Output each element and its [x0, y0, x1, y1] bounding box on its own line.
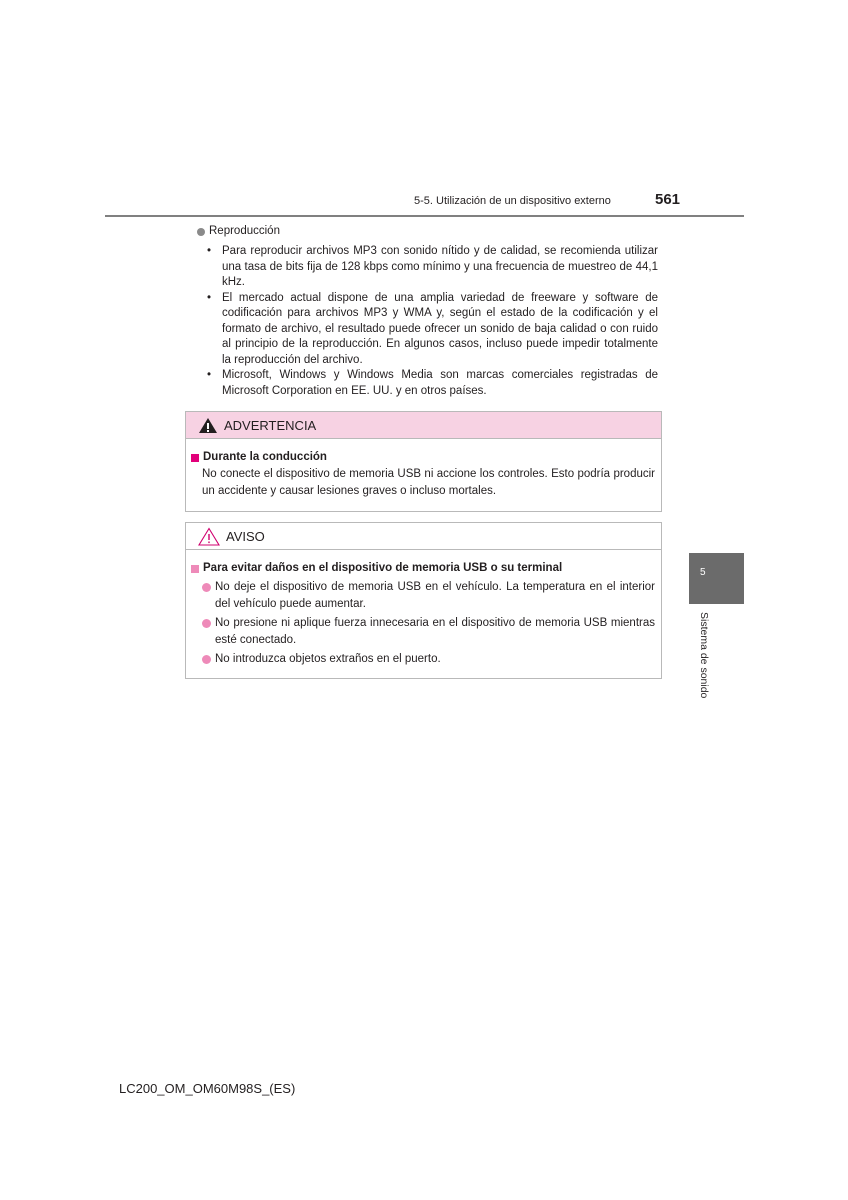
list-item-text: No introduzca objetos extraños en el puerto.	[215, 653, 441, 665]
header-divider	[105, 215, 744, 217]
warning-subheading-text: Durante la conducción	[203, 451, 327, 463]
chapter-tab-label: Sistema de sonido	[698, 612, 710, 699]
bullet-dot-icon: •	[207, 245, 212, 257]
list-item-text: Para reproducir archivos MP3 con sonido nítido y de calidad, se recomienda utilizar una tasa de bits fija de 128 kbps como mínimo y una frecuencia de muestreo de 44,1 kHz.	[222, 245, 658, 288]
bullet-circle-icon	[202, 655, 211, 664]
warning-triangle-icon	[198, 417, 218, 434]
bullet-circle-icon	[197, 228, 205, 236]
bullet-dot-icon: •	[207, 369, 212, 381]
warning-box	[185, 411, 662, 512]
chapter-tab-number: 5	[700, 567, 706, 578]
list-item	[191, 579, 655, 613]
list-item-text: No deje el dispositivo de memoria USB en el vehículo. La temperatura en el interior del vehículo puede aumentar.	[215, 581, 655, 610]
bullet-dot-icon: •	[207, 291, 212, 304]
notice-subheading-text: Para evitar daños en el dispositivo de memoria USB o su terminal	[203, 562, 563, 574]
playback-bullet-list	[207, 244, 658, 399]
document-code: LC200_OM_OM60M98S_(ES)	[119, 1081, 296, 1096]
notice-label: AVISO	[226, 528, 265, 544]
list-item	[191, 651, 655, 668]
warning-subheading	[191, 449, 655, 466]
list-item-text: Microsoft, Windows y Windows Media son marcas comerciales registradas de Microsoft Corporation en EE. UU. y en otros países.	[222, 369, 658, 397]
chapter-tab	[689, 553, 744, 604]
square-bullet-icon	[191, 454, 199, 462]
warning-box-body	[186, 439, 661, 500]
notice-box	[185, 522, 662, 679]
page-number: 561	[655, 191, 681, 208]
bullet-circle-icon	[202, 619, 211, 628]
bullet-circle-icon	[202, 583, 211, 592]
caution-triangle-icon	[198, 527, 220, 546]
warning-label: ADVERTENCIA	[224, 417, 317, 433]
list-item	[207, 368, 658, 399]
header-section-title: 5-5. Utilización de un dispositivo externo	[414, 195, 611, 207]
notice-box-header	[186, 523, 661, 550]
notice-box-body	[186, 550, 661, 668]
list-item-text: El mercado actual dispone de una amplia variedad de freeware y software de codificación para archivos MP3 y WMA y, según el estado de la codificación y el formato de archivo, el resultado puede ofrecer un sonido de baja calidad o con ruido al principio de la reproducción. En algunos casos, incluso puede impedir totalmente la reproducción del archivo.	[222, 291, 658, 366]
list-item	[207, 291, 658, 369]
list-item	[191, 615, 655, 649]
warning-box-header	[186, 412, 661, 439]
square-bullet-icon	[191, 565, 199, 573]
notice-subheading	[191, 560, 655, 577]
list-item-text: No presione ni aplique fuerza innecesaria en el dispositivo de memoria USB mientras esté conectado.	[215, 617, 655, 646]
list-item	[207, 244, 658, 291]
playback-heading-text: Reproducción	[209, 225, 280, 237]
warning-text: No conecte el dispositivo de memoria USB ni accione los controles. Esto podría producir un accidente y causar lesiones graves o incluso mortales.	[202, 468, 655, 497]
playback-heading	[197, 225, 280, 237]
